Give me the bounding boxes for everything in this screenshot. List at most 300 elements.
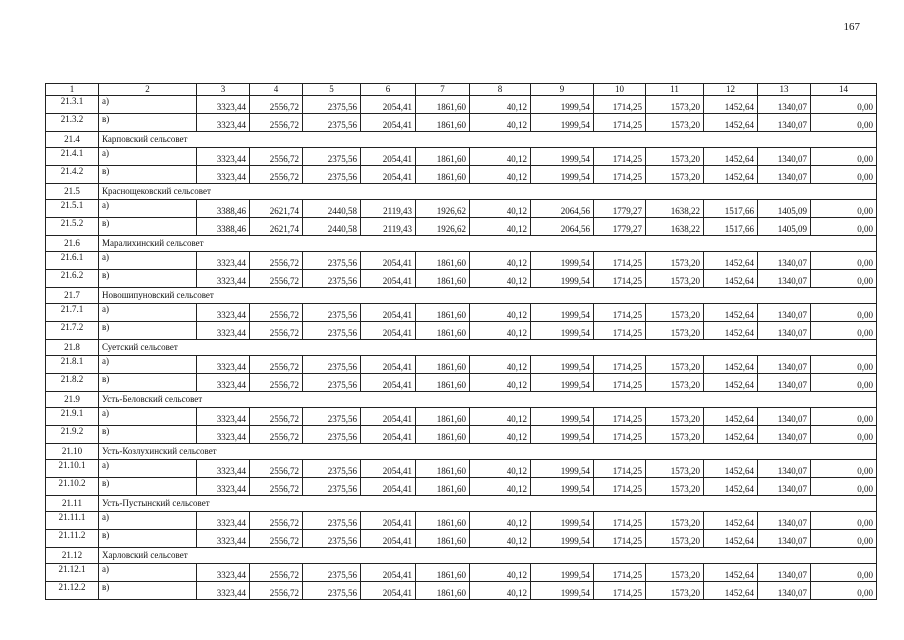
value-cell: 1340,07	[758, 304, 811, 322]
table-row	[46, 408, 877, 426]
value-cell: 1714,25	[594, 408, 646, 426]
value-cell: 2440,58	[303, 218, 361, 236]
value-cell: 1452,64	[704, 564, 758, 582]
row-code: 21.5.2	[46, 218, 99, 236]
value-cell: 1999,54	[531, 270, 594, 288]
value-cell: 40,12	[470, 426, 531, 444]
value-cell: 2119,43	[361, 218, 416, 236]
value-cell: 2621,74	[250, 200, 303, 218]
value-cell: 40,12	[470, 512, 531, 530]
header-cell: 14	[811, 84, 877, 96]
table-row	[46, 322, 877, 340]
value-cell: 1573,20	[646, 426, 704, 444]
value-cell: 1340,07	[758, 582, 811, 600]
value-cell: 1573,20	[646, 374, 704, 392]
value-cell: 3323,44	[197, 512, 250, 530]
table-row	[46, 114, 877, 132]
value-cell: 1340,07	[758, 530, 811, 548]
header-cell: 11	[646, 84, 704, 96]
table-row	[46, 426, 877, 444]
row-code: 21.6.2	[46, 270, 99, 288]
value-cell: 1452,64	[704, 114, 758, 132]
value-cell: 0,00	[811, 304, 877, 322]
value-cell: 1714,25	[594, 582, 646, 600]
value-cell: 2556,72	[250, 564, 303, 582]
value-cell: 1573,20	[646, 252, 704, 270]
value-cell: 40,12	[470, 374, 531, 392]
value-cell: 2556,72	[250, 166, 303, 184]
value-cell: 2054,41	[361, 374, 416, 392]
value-cell: 3323,44	[197, 166, 250, 184]
value-cell: 1517,66	[704, 218, 758, 236]
value-cell: 1926,62	[416, 218, 470, 236]
value-cell: 1861,60	[416, 270, 470, 288]
row-subitem: в)	[99, 166, 197, 184]
value-cell: 40,12	[470, 408, 531, 426]
value-cell: 1861,60	[416, 96, 470, 114]
value-cell: 1340,07	[758, 512, 811, 530]
value-cell: 1340,07	[758, 408, 811, 426]
value-cell: 0,00	[811, 356, 877, 374]
value-cell: 40,12	[470, 530, 531, 548]
value-cell: 1452,64	[704, 166, 758, 184]
row-code: 21.10.1	[46, 460, 99, 478]
value-cell: 1340,07	[758, 478, 811, 496]
value-cell: 1861,60	[416, 478, 470, 496]
table-row	[46, 304, 877, 322]
value-cell: 1452,64	[704, 270, 758, 288]
header-cell: 7	[416, 84, 470, 96]
section-title: Карповский сельсовет	[99, 132, 877, 148]
row-subitem: в)	[99, 374, 197, 392]
value-cell: 1779,27	[594, 218, 646, 236]
section-row	[46, 496, 877, 512]
value-cell: 2556,72	[250, 304, 303, 322]
value-cell: 3323,44	[197, 114, 250, 132]
value-cell: 3323,44	[197, 270, 250, 288]
value-cell: 1861,60	[416, 148, 470, 166]
value-cell: 1861,60	[416, 408, 470, 426]
value-cell: 40,12	[470, 460, 531, 478]
value-cell: 2375,56	[303, 96, 361, 114]
value-cell: 1573,20	[646, 270, 704, 288]
row-subitem: а)	[99, 200, 197, 218]
row-code: 21.12.2	[46, 582, 99, 600]
value-cell: 40,12	[470, 478, 531, 496]
table-row	[46, 218, 877, 236]
value-cell: 2556,72	[250, 252, 303, 270]
value-cell: 1638,22	[646, 200, 704, 218]
row-code: 21.4.2	[46, 166, 99, 184]
table-row	[46, 270, 877, 288]
section-row	[46, 184, 877, 200]
value-cell: 2054,41	[361, 114, 416, 132]
table-row	[46, 530, 877, 548]
value-cell: 1861,60	[416, 460, 470, 478]
section-title: Харловский сельсовет	[99, 548, 877, 564]
value-cell: 1999,54	[531, 96, 594, 114]
value-cell: 1861,60	[416, 322, 470, 340]
value-cell: 1573,20	[646, 166, 704, 184]
row-subitem: а)	[99, 252, 197, 270]
row-subitem: в)	[99, 478, 197, 496]
value-cell: 1340,07	[758, 148, 811, 166]
header-cell: 10	[594, 84, 646, 96]
value-cell: 1340,07	[758, 426, 811, 444]
value-cell: 1340,07	[758, 356, 811, 374]
value-cell: 2054,41	[361, 96, 416, 114]
value-cell: 1999,54	[531, 148, 594, 166]
value-cell: 40,12	[470, 322, 531, 340]
value-cell: 0,00	[811, 200, 877, 218]
row-code: 21.11.1	[46, 512, 99, 530]
value-cell: 1714,25	[594, 512, 646, 530]
value-cell: 2621,74	[250, 218, 303, 236]
value-cell: 1861,60	[416, 564, 470, 582]
section-code: 21.6	[46, 236, 99, 252]
value-cell: 3323,44	[197, 582, 250, 600]
table-row	[46, 148, 877, 166]
row-code: 21.11.2	[46, 530, 99, 548]
value-cell: 40,12	[470, 96, 531, 114]
row-subitem: в)	[99, 582, 197, 600]
value-cell: 0,00	[811, 270, 877, 288]
value-cell: 1573,20	[646, 322, 704, 340]
value-cell: 1405,09	[758, 200, 811, 218]
value-cell: 1340,07	[758, 322, 811, 340]
value-cell: 3323,44	[197, 478, 250, 496]
value-cell: 3388,46	[197, 218, 250, 236]
value-cell: 1861,60	[416, 582, 470, 600]
value-cell: 1573,20	[646, 564, 704, 582]
header-cell: 8	[470, 84, 531, 96]
section-code: 21.10	[46, 444, 99, 460]
value-cell: 1714,25	[594, 374, 646, 392]
value-cell: 2440,58	[303, 200, 361, 218]
value-cell: 1779,27	[594, 200, 646, 218]
value-cell: 2054,41	[361, 148, 416, 166]
row-code: 21.6.1	[46, 252, 99, 270]
row-subitem: в)	[99, 322, 197, 340]
row-subitem: в)	[99, 270, 197, 288]
value-cell: 0,00	[811, 408, 877, 426]
header-cell: 2	[99, 84, 197, 96]
value-cell: 0,00	[811, 252, 877, 270]
value-cell: 3323,44	[197, 96, 250, 114]
value-cell: 40,12	[470, 114, 531, 132]
value-cell: 0,00	[811, 374, 877, 392]
row-code: 21.3.1	[46, 96, 99, 114]
value-cell: 0,00	[811, 530, 877, 548]
value-cell: 1340,07	[758, 166, 811, 184]
value-cell: 2054,41	[361, 478, 416, 496]
value-cell: 1926,62	[416, 200, 470, 218]
value-cell: 2375,56	[303, 356, 361, 374]
value-cell: 1452,64	[704, 582, 758, 600]
section-title: Краснощековский сельсовет	[99, 184, 877, 200]
value-cell: 0,00	[811, 478, 877, 496]
section-code: 21.7	[46, 288, 99, 304]
value-cell: 1340,07	[758, 252, 811, 270]
header-cell: 12	[704, 84, 758, 96]
value-cell: 3323,44	[197, 374, 250, 392]
table-row	[46, 582, 877, 600]
value-cell: 1573,20	[646, 478, 704, 496]
section-title: Усть-Козлухинский сельсовет	[99, 444, 877, 460]
table-row	[46, 374, 877, 392]
value-cell: 2375,56	[303, 426, 361, 444]
value-cell: 2054,41	[361, 270, 416, 288]
table-row	[46, 512, 877, 530]
value-cell: 1999,54	[531, 252, 594, 270]
value-cell: 1452,64	[704, 304, 758, 322]
value-cell: 1573,20	[646, 582, 704, 600]
value-cell: 1999,54	[531, 564, 594, 582]
row-subitem: в)	[99, 114, 197, 132]
table-row	[46, 166, 877, 184]
value-cell: 1452,64	[704, 426, 758, 444]
value-cell: 3323,44	[197, 148, 250, 166]
value-cell: 1714,25	[594, 270, 646, 288]
section-title: Суетский сельсовет	[99, 340, 877, 356]
header-cell: 3	[197, 84, 250, 96]
value-cell: 3323,44	[197, 356, 250, 374]
value-cell: 2375,56	[303, 512, 361, 530]
value-cell: 1517,66	[704, 200, 758, 218]
value-cell: 1452,64	[704, 478, 758, 496]
value-cell: 2556,72	[250, 460, 303, 478]
row-code: 21.12.1	[46, 564, 99, 582]
value-cell: 1999,54	[531, 512, 594, 530]
value-cell: 40,12	[470, 564, 531, 582]
row-subitem: в)	[99, 530, 197, 548]
value-cell: 1714,25	[594, 356, 646, 374]
value-cell: 1452,64	[704, 322, 758, 340]
table-row	[46, 478, 877, 496]
value-cell: 1999,54	[531, 374, 594, 392]
row-code: 21.4.1	[46, 148, 99, 166]
row-subitem: в)	[99, 426, 197, 444]
value-cell: 2054,41	[361, 564, 416, 582]
value-cell: 1573,20	[646, 512, 704, 530]
value-cell: 1714,25	[594, 322, 646, 340]
value-cell: 1452,64	[704, 408, 758, 426]
value-cell: 1861,60	[416, 252, 470, 270]
header-cell: 4	[250, 84, 303, 96]
value-cell: 2054,41	[361, 426, 416, 444]
row-subitem: а)	[99, 148, 197, 166]
row-subitem: а)	[99, 408, 197, 426]
value-cell: 40,12	[470, 166, 531, 184]
value-cell: 1714,25	[594, 148, 646, 166]
value-cell: 2375,56	[303, 408, 361, 426]
value-cell: 2064,56	[531, 200, 594, 218]
value-cell: 2375,56	[303, 322, 361, 340]
row-code: 21.8.2	[46, 374, 99, 392]
section-row	[46, 548, 877, 564]
row-code: 21.7.1	[46, 304, 99, 322]
value-cell: 40,12	[470, 200, 531, 218]
value-cell: 2054,41	[361, 304, 416, 322]
table-body	[46, 84, 877, 600]
value-cell: 3323,44	[197, 304, 250, 322]
value-cell: 0,00	[811, 564, 877, 582]
tariff-table	[45, 83, 877, 600]
value-cell: 2375,56	[303, 166, 361, 184]
value-cell: 2556,72	[250, 356, 303, 374]
value-cell: 40,12	[470, 252, 531, 270]
value-cell: 2054,41	[361, 252, 416, 270]
value-cell: 1573,20	[646, 148, 704, 166]
value-cell: 1340,07	[758, 114, 811, 132]
value-cell: 40,12	[470, 270, 531, 288]
value-cell: 2054,41	[361, 530, 416, 548]
value-cell: 1714,25	[594, 252, 646, 270]
value-cell: 3323,44	[197, 564, 250, 582]
row-code: 21.8.1	[46, 356, 99, 374]
value-cell: 1340,07	[758, 374, 811, 392]
value-cell: 1861,60	[416, 304, 470, 322]
table-row	[46, 564, 877, 582]
value-cell: 3323,44	[197, 322, 250, 340]
value-cell: 3323,44	[197, 252, 250, 270]
value-cell: 1452,64	[704, 356, 758, 374]
value-cell: 2054,41	[361, 512, 416, 530]
value-cell: 1999,54	[531, 356, 594, 374]
value-cell: 2556,72	[250, 408, 303, 426]
header-cell: 9	[531, 84, 594, 96]
value-cell: 1452,64	[704, 512, 758, 530]
value-cell: 1714,25	[594, 564, 646, 582]
table-row	[46, 96, 877, 114]
value-cell: 0,00	[811, 460, 877, 478]
value-cell: 3323,44	[197, 408, 250, 426]
row-subitem: а)	[99, 564, 197, 582]
value-cell: 0,00	[811, 512, 877, 530]
value-cell: 1714,25	[594, 166, 646, 184]
value-cell: 2054,41	[361, 582, 416, 600]
table-row	[46, 252, 877, 270]
value-cell: 2375,56	[303, 374, 361, 392]
value-cell: 2054,41	[361, 460, 416, 478]
section-row	[46, 288, 877, 304]
value-cell: 2054,41	[361, 408, 416, 426]
value-cell: 2375,56	[303, 564, 361, 582]
section-row	[46, 236, 877, 252]
value-cell: 1573,20	[646, 304, 704, 322]
value-cell: 1452,64	[704, 374, 758, 392]
value-cell: 1999,54	[531, 460, 594, 478]
value-cell: 1714,25	[594, 304, 646, 322]
value-cell: 1999,54	[531, 426, 594, 444]
value-cell: 0,00	[811, 148, 877, 166]
value-cell: 1999,54	[531, 304, 594, 322]
value-cell: 2556,72	[250, 114, 303, 132]
value-cell: 1714,25	[594, 530, 646, 548]
section-title: Усть-Пустынский сельсовет	[99, 496, 877, 512]
table-row	[46, 200, 877, 218]
value-cell: 1999,54	[531, 582, 594, 600]
section-code: 21.9	[46, 392, 99, 408]
value-cell: 2556,72	[250, 374, 303, 392]
value-cell: 1573,20	[646, 356, 704, 374]
table-row	[46, 460, 877, 478]
value-cell: 40,12	[470, 356, 531, 374]
value-cell: 1452,64	[704, 530, 758, 548]
value-cell: 1573,20	[646, 460, 704, 478]
row-code: 21.10.2	[46, 478, 99, 496]
value-cell: 1452,64	[704, 148, 758, 166]
row-subitem: а)	[99, 512, 197, 530]
value-cell: 1999,54	[531, 322, 594, 340]
value-cell: 1999,54	[531, 478, 594, 496]
value-cell: 1861,60	[416, 356, 470, 374]
value-cell: 0,00	[811, 166, 877, 184]
value-cell: 3388,46	[197, 200, 250, 218]
value-cell: 2054,41	[361, 166, 416, 184]
value-cell: 1340,07	[758, 96, 811, 114]
value-cell: 1861,60	[416, 512, 470, 530]
value-cell: 1714,25	[594, 426, 646, 444]
value-cell: 2064,56	[531, 218, 594, 236]
value-cell: 2375,56	[303, 114, 361, 132]
section-code: 21.12	[46, 548, 99, 564]
value-cell: 2375,56	[303, 582, 361, 600]
value-cell: 1861,60	[416, 166, 470, 184]
value-cell: 2556,72	[250, 270, 303, 288]
value-cell: 0,00	[811, 426, 877, 444]
value-cell: 1573,20	[646, 96, 704, 114]
section-title: Усть-Беловский сельсовет	[99, 392, 877, 408]
value-cell: 3323,44	[197, 530, 250, 548]
row-subitem: в)	[99, 218, 197, 236]
header-cell: 6	[361, 84, 416, 96]
table-row	[46, 356, 877, 374]
value-cell: 0,00	[811, 582, 877, 600]
value-cell: 0,00	[811, 114, 877, 132]
value-cell: 2556,72	[250, 426, 303, 444]
value-cell: 1999,54	[531, 408, 594, 426]
section-row	[46, 340, 877, 356]
section-code: 21.5	[46, 184, 99, 200]
value-cell: 2556,72	[250, 530, 303, 548]
value-cell: 3323,44	[197, 460, 250, 478]
value-cell: 1861,60	[416, 374, 470, 392]
value-cell: 1861,60	[416, 114, 470, 132]
value-cell: 1999,54	[531, 530, 594, 548]
value-cell: 1340,07	[758, 460, 811, 478]
value-cell: 40,12	[470, 582, 531, 600]
value-cell: 1340,07	[758, 270, 811, 288]
value-cell: 1638,22	[646, 218, 704, 236]
value-cell: 2375,56	[303, 252, 361, 270]
value-cell: 2556,72	[250, 96, 303, 114]
value-cell: 2375,56	[303, 304, 361, 322]
value-cell: 1999,54	[531, 166, 594, 184]
value-cell: 1714,25	[594, 114, 646, 132]
row-subitem: а)	[99, 304, 197, 322]
row-code: 21.9.1	[46, 408, 99, 426]
row-code: 21.3.2	[46, 114, 99, 132]
value-cell: 3323,44	[197, 426, 250, 444]
value-cell: 1714,25	[594, 460, 646, 478]
value-cell: 40,12	[470, 218, 531, 236]
row-code: 21.7.2	[46, 322, 99, 340]
value-cell: 0,00	[811, 218, 877, 236]
value-cell: 0,00	[811, 322, 877, 340]
section-row	[46, 392, 877, 408]
value-cell: 1573,20	[646, 114, 704, 132]
